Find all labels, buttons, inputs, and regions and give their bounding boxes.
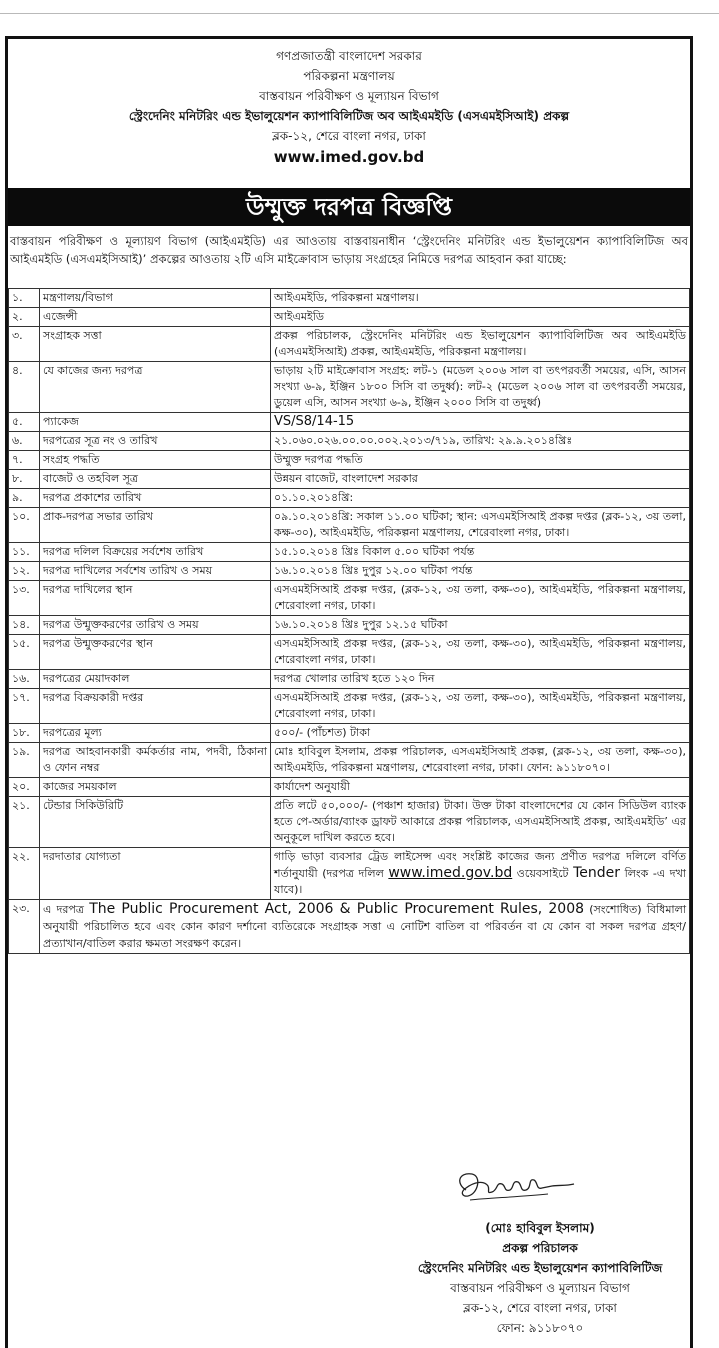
signature-block — [380, 1218, 700, 1338]
row-value: এসএমইসিআই প্রকল্প দপ্তর, (ব্লক-১২, ৩য় তলা, কক্ষ-৩০), আইএমইডি, পরিকল্পনা মন্ত্রণালয়, শেরেবাংলা নগর, ঢাকা। — [271, 581, 690, 616]
intro-paragraph: বাস্তবায়ন পরিবীক্ষণ ও মূল্যায়ণ বিভাগ (আইএমইডি) এর আওতায় বাস্তবায়নাধীন ‘স্ট্রেংদেনিং মনিটরিং এন্ড ইভালুয়েশন ক্যাপাবিলিটিজ অব আইএমইডি (এসএমইসিআই)’ প্রকল্পের আওতায় ২টি এসি মাইক্রোবাস ভাড়ায় সংগ্রহের নিমিত্তে দরপত্র আহবান করা যাচ্ছে: — [10, 234, 688, 266]
row-value: উন্নয়ন বাজেট, বাংলাদেশ সরকার — [271, 470, 690, 489]
table-row — [9, 670, 690, 689]
row-number: ১৬. — [9, 670, 40, 689]
table-row — [9, 451, 690, 470]
table-row — [9, 797, 690, 848]
qualification-text: গাড়ি ভাড়া ব্যবসার ট্রেড লাইসেন্স এবং সংশ্লিষ্ট কাজের জন্য প্রণীত দরপত্র দলিলে বর্ণিত শর্তানুযায়ী (দরপত্র দলিল — [274, 850, 686, 880]
qualification-text-3: লিংক -এ দখা যাবে)। — [274, 867, 686, 896]
row-number: ১৩. — [9, 581, 40, 616]
table-row — [9, 778, 690, 797]
table-row — [9, 413, 690, 432]
row-number: ২৩. — [9, 900, 40, 954]
row-label: প্যাকেজ — [40, 413, 271, 432]
row-value — [271, 848, 690, 900]
row-label: দরপত্র দাখিলের সর্বশেষ তারিখ ও সময় — [40, 562, 271, 581]
row-value: দরপত্র খোলার তারিখ হতে ১২০ দিন — [271, 670, 690, 689]
table-row — [9, 581, 690, 616]
row-number: ৪. — [9, 362, 40, 413]
qualification-website[interactable]: www.imed.gov.bd — [388, 865, 513, 881]
header-government: গণপ্রজাতন্ত্রী বাংলাদেশ সরকার — [276, 49, 422, 63]
row-label: সংগ্রাহক সত্তা — [40, 327, 271, 362]
row-value: উম্মুক্ত দরপত্র পদ্ধতি — [271, 451, 690, 470]
row-label: দরপত্র উন্মুক্তকরণের স্থান — [40, 635, 271, 670]
table-row — [9, 743, 690, 778]
row-value: প্রকল্প পরিচালক, স্ট্রেংদেনিং মনিটরিং এন্ড ইভালুয়েশন ক্যাপাবিলিটিজ অব আইএমইডি (এসএমইসিআই) প্রকল্প, আইএমইডি, পরিকল্পনা মন্ত্রণালয়। — [271, 327, 690, 362]
row-value: ১৫.১০.২০১৪ খ্রিঃ বিকাল ৫.০০ ঘটিকা পর্যন্ত — [271, 543, 690, 562]
header-project: স্ট্রেংদেনিং মনিটরিং এন্ড ইভালুয়েশন ক্যাপাবিলিটিজ অব আইএমইডি (এসএমইসিআই) প্রকল্প — [128, 109, 570, 123]
row-label: এজেন্সী — [40, 308, 271, 327]
row-value: এসএমইসিআই প্রকল্প দপ্তর, (ব্লক-১২, ৩য় তলা, কক্ষ-৩০), আইএমইডি, পরিকল্পনা মন্ত্রণালয়, শেরেবাংলা নগর, ঢাকা। — [271, 635, 690, 670]
row-number: ২১. — [9, 797, 40, 848]
row-label: বাজেট ও তহবিল সূত্র — [40, 470, 271, 489]
row-number: ৭. — [9, 451, 40, 470]
top-divider — [0, 13, 719, 14]
row-label: দরপত্রের সূত্র নং ও তারিখ — [40, 432, 271, 451]
table-row — [9, 635, 690, 670]
row-number: ৯. — [9, 489, 40, 508]
row-value: আইএমইডি, পরিকল্পনা মন্ত্রণালয়। — [271, 289, 690, 308]
signatory-project: স্ট্রেংদেনিং মনিটরিং এন্ড ইভালুয়েশন ক্যাপাবিলিটিজ — [417, 1261, 663, 1275]
row-number: ১৪. — [9, 616, 40, 635]
signatory-designation: প্রকল্প পরিচালক — [502, 1241, 578, 1255]
row-value: কার্যাদেশ অনুযায়ী — [271, 778, 690, 797]
row-number: ১৫. — [9, 635, 40, 670]
row-label: টেন্ডার সিকিউরিটি — [40, 797, 271, 848]
row-number: ১৮. — [9, 724, 40, 743]
qualification-text-2: ওয়েবসাইটে — [516, 867, 569, 880]
table-row — [9, 508, 690, 543]
tender-details-table — [8, 288, 690, 954]
row-number: ২০. — [9, 778, 40, 797]
header-address: ব্লক-১২, শেরে বাংলা নগর, ঢাকা — [272, 129, 426, 143]
row-value: ২১.০৬০.০২৬.০০.০০.০০২.২০১৩/৭১৯, তারিখ: ২৯.৯.২০১৪খ্রিঃ — [271, 432, 690, 451]
row-label: দরদাতার যোগ্যতা — [40, 848, 271, 900]
notice-header — [8, 46, 690, 168]
table-row — [9, 289, 690, 308]
row-value: আইএমইডি — [271, 308, 690, 327]
signature-image — [448, 1164, 578, 1208]
signatory-name: (মোঃ হাবিবুল ইসলাম) — [485, 1221, 595, 1235]
row-value: ভাড়ায় ২টি মাইক্রোবাস সংগ্রহ: লট-১ (মডেল ২০০৬ সাল বা তৎপরবর্তী সময়ের, এসি, আসন সংখ্যা ৬-৯, ইঞ্জিন ১৮০০ সিসি বা তদুর্ধ্ব): লট-২ (মডেল ২০০৬ সাল বা তৎপরবর্তী সময়ের, ডুয়েল এসি, আসন সংখ্যা ৬-৯, ইঞ্জিন ২০০০ সিসি বা তদুর্ধ্ব) — [271, 362, 690, 413]
header-ministry: পরিকল্পনা মন্ত্রণালয় — [303, 69, 395, 83]
table-row — [9, 432, 690, 451]
row-value: এসএমইসিআই প্রকল্প দপ্তর, (ব্লক-১২, ৩য় তলা, কক্ষ-৩০), আইএমইডি, পরিকল্পনা মন্ত্রণালয়, শেরেবাংলা নগর, ঢাকা। — [271, 689, 690, 724]
row-label: দরপত্র বিক্রয়কারী দপ্তর — [40, 689, 271, 724]
row-value: ০৯.১০.২০১৪খ্রি: সকাল ১১.০০ ঘটিকা; স্থান: এসএমইসিআই প্রকল্প দপ্তর (ব্লক-১২, ৩য় তলা, কক্ষ-৩০), আইএমইডি, পরিকল্পনা মন্ত্রণালয়, শেরেবাংলা নগর, ঢাকা। — [271, 508, 690, 543]
final-clause-prefix: এ দরপত্র — [43, 903, 84, 916]
row-label: সংগ্রহ পদ্ধতি — [40, 451, 271, 470]
table-row — [9, 562, 690, 581]
row-number: ১৭. — [9, 689, 40, 724]
row-label: দরপত্রের মেয়াদকাল — [40, 670, 271, 689]
row-label: দরপত্র উন্মুক্তকরণের তারিখ ও সময় — [40, 616, 271, 635]
table-row — [9, 724, 690, 743]
row-number: ৮. — [9, 470, 40, 489]
table-row — [9, 543, 690, 562]
row-value: ১৬.১০.২০১৪ খ্রিঃ দুপুর ১২.১৫ ঘটিকা — [271, 616, 690, 635]
row-value: VS/S8/14-15 — [271, 413, 690, 432]
tender-link-label: Tender — [573, 865, 620, 881]
table-row — [9, 470, 690, 489]
notice-title-banner: উম্মুক্ত দরপত্র বিজ্ঞপ্তি — [8, 188, 690, 226]
row-number: ১৯. — [9, 743, 40, 778]
row-label: দরপত্র দলিল বিক্রয়ের সর্বশেষ তারিখ — [40, 543, 271, 562]
header-division: বাস্তবায়ন পরিবীক্ষণ ও মূল্যায়ন বিভাগ — [259, 89, 439, 103]
table-row — [9, 308, 690, 327]
row-number: ৫. — [9, 413, 40, 432]
row-number: ২. — [9, 308, 40, 327]
row-value: প্রতি লটে ৫০,০০০/- (পঞ্চাশ হাজার) টাকা। উক্ত টাকা বাংলাদেশের যে কোন সিডিউল ব্যাংক হতে পে-অর্ডার/ব্যাংক ড্রাফট আকারে প্রকল্প পরিচালক, এসএমইসিআই প্রকল্প, আইএমইডি’ এর অনুকূলে দাখিল করতে হবে। — [271, 797, 690, 848]
row-number: ৩. — [9, 327, 40, 362]
row-value: ০১.১০.২০১৪খ্রি: — [271, 489, 690, 508]
row-label: প্রাক-দরপত্র সভার তারিখ — [40, 508, 271, 543]
row-number: ১১. — [9, 543, 40, 562]
row-number: ১. — [9, 289, 40, 308]
row-value: মোঃ হাবিবুল ইসলাম, প্রকল্প পরিচালক, এসএমইসিআই প্রকল্প, (ব্লক-১২, ৩য় তলা, কক্ষ-৩০), আইএমইডি, পরিকল্পনা মন্ত্রণালয়, শেরেবাংলা নগর, ঢাকা। ফোন: ৯১১৮০৭০। — [271, 743, 690, 778]
header-website[interactable]: www.imed.gov.bd — [273, 148, 425, 166]
table-row — [9, 616, 690, 635]
row-label: দরপত্র আহবানকারী কর্মকর্তার নাম, পদবী, ঠিকানা ও ফোন নম্বর — [40, 743, 271, 778]
table-row — [9, 489, 690, 508]
row-value: ৫০০/- (পাঁচশত) টাকা — [271, 724, 690, 743]
row-value: ১৬.১০.২০১৪ খ্রিঃ দুপুর ১২.০০ ঘটিকা পর্যন্ত — [271, 562, 690, 581]
row-label: মন্ত্রণালয়/বিভাগ — [40, 289, 271, 308]
row-number: ১০. — [9, 508, 40, 543]
final-clause-text: (সংশোধিত) বিধিমালা অনুযায়ী পরিচালিত হবে এবং কোন কারণ দর্শানো ব্যতিরেকে সংগ্রাহক সত্তা এ নোটিশ বাতিল বা পরিবর্তন বা যে কোন বা সকল দরপত্র গ্রহণ/প্রত্যাখান/বাতিল করার ক্ষমতা সংরক্ষণ করেন। — [43, 903, 687, 950]
row-label: দরপত্র প্রকাশের তারিখ — [40, 489, 271, 508]
table-row — [9, 848, 690, 900]
table-row — [9, 362, 690, 413]
table-row — [9, 689, 690, 724]
row-label: দরপত্রের মূল্য — [40, 724, 271, 743]
table-row-final — [9, 900, 690, 954]
table-row — [9, 327, 690, 362]
final-clause — [40, 900, 690, 954]
signatory-address: ব্লক-১২, শেরে বাংলা নগর, ঢাকা — [463, 1301, 617, 1315]
row-number: ১২. — [9, 562, 40, 581]
row-number: ৬. — [9, 432, 40, 451]
signatory-phone: ফোন: ৯১১৮০৭০ — [496, 1321, 584, 1335]
procurement-act: The Public Procurement Act, 2006 & Public Procurement Rules, 2008 — [89, 901, 585, 917]
row-label: যে কাজের জন্য দরপত্র — [40, 362, 271, 413]
signatory-division: বাস্তবায়ন পরিবীক্ষণ ও মূল্যায়ন বিভাগ — [450, 1281, 630, 1295]
row-number: ২২. — [9, 848, 40, 900]
row-label: কাজের সময়কাল — [40, 778, 271, 797]
row-label: দরপত্র দাখিলের স্থান — [40, 581, 271, 616]
